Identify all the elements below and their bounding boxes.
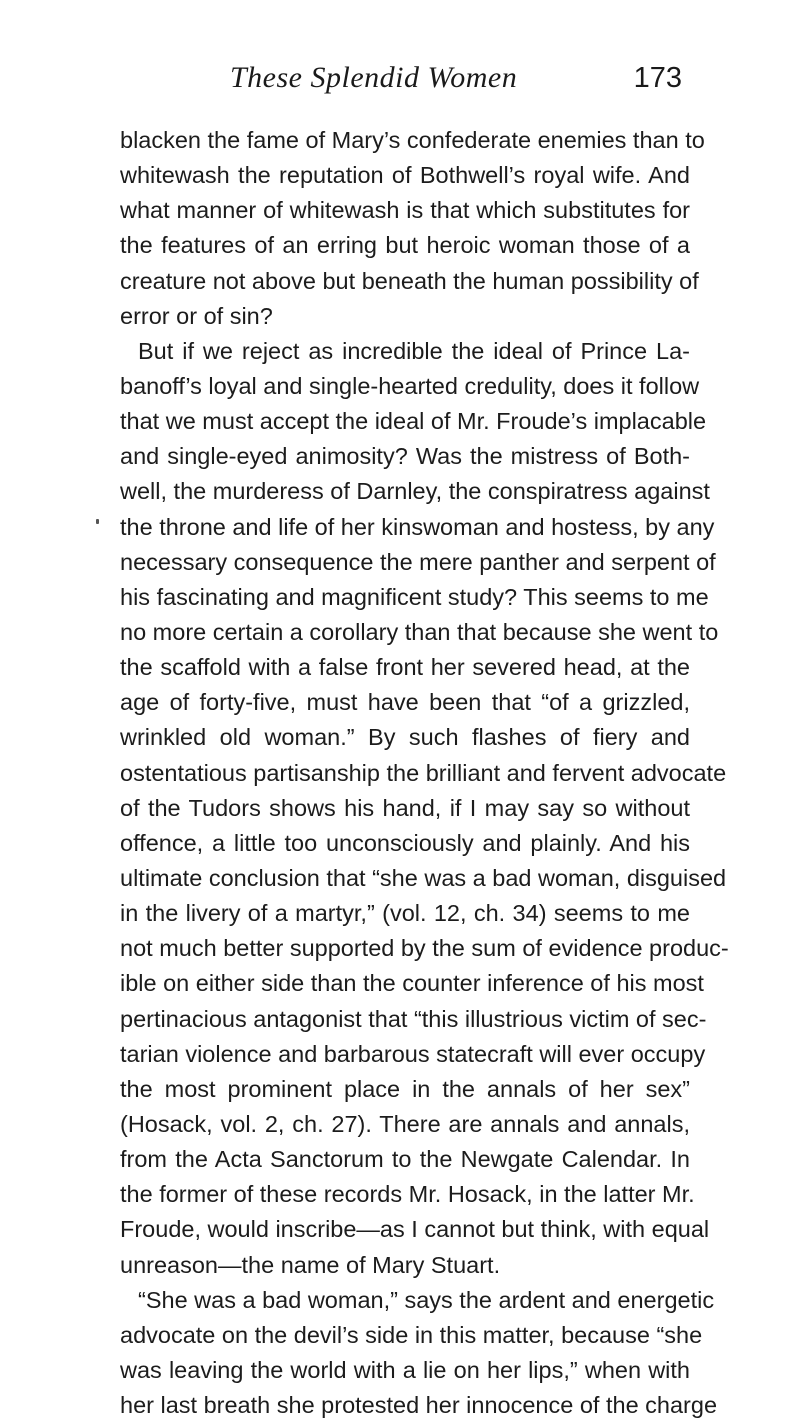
text-line: “She was a bad woman,” says the ardent and energetic — [138, 1286, 715, 1313]
text-line: was leaving the world with a lie on her lips,” when with — [120, 1356, 690, 1383]
text-line: whitewash the reputation of Bothwell’s royal wife. And — [120, 162, 690, 189]
text-line: banoff’s loyal and single-hearted credulity, does it follow — [120, 372, 700, 399]
text-line: offence, a little too unconsciously and plainly. And his — [120, 829, 690, 856]
text-line: age of forty-five, must have been that “of a grizzled, — [120, 689, 690, 716]
page-number: 173 — [633, 62, 682, 94]
text-line: unreason—the name of Mary Stuart. — [120, 1251, 501, 1278]
text-line: his fascinating and magnificent study? This seems to me — [120, 583, 709, 610]
running-header — [122, 60, 682, 104]
text-line: ostentatious partisanship the brilliant and fervent advocate — [120, 759, 727, 786]
running-title: These Splendid Women — [230, 61, 518, 94]
text-line: and single-eyed animosity? Was the mistress of Both- — [120, 443, 690, 470]
text-line: But if we reject as incredible the ideal of Prince La- — [138, 337, 690, 364]
body-text — [120, 123, 729, 1423]
text-line: creature not above but beneath the human possibility of — [120, 267, 699, 294]
text-line: wrinkled old woman.” By such flashes of fiery and — [120, 724, 690, 751]
text-line: (Hosack, vol. 2, ch. 27). There are annals and annals, — [120, 1110, 690, 1137]
text-line: not much better supported by the sum of evidence produc- — [120, 935, 729, 962]
text-line: the throne and life of her kinswoman and hostess, by any — [120, 513, 715, 540]
text-line: error or of sin? — [120, 302, 273, 329]
text-line: her last breath she protested her innocence of the charge — [120, 1392, 718, 1419]
text-line: blacken the fame of Mary’s confederate enemies than to — [120, 127, 705, 153]
text-line: the features of an erring but heroic woman those of a — [120, 232, 690, 259]
text-line: from the Acta Sanctorum to the Newgate Calendar. In — [120, 1146, 690, 1173]
margin-mark — [96, 519, 99, 524]
text-line: the former of these records Mr. Hosack, in the latter Mr. — [120, 1181, 695, 1208]
text-line: well, the murderess of Darnley, the conspiratress against — [120, 478, 710, 505]
text-line: advocate on the devil’s side in this matter, because “she — [120, 1321, 703, 1348]
text-line: pertinacious antagonist that “this illustrious victim of sec- — [120, 1005, 707, 1032]
text-line: of the Tudors shows his hand, if I may say so without — [120, 794, 690, 821]
text-line: that we must accept the ideal of Mr. Froude’s implacable — [120, 408, 707, 435]
text-line: ultimate conclusion that “she was a bad woman, disguised — [120, 864, 727, 891]
text-line: in the livery of a martyr,” (vol. 12, ch. 34) seems to me — [120, 900, 690, 927]
text-line: ible on either side than the counter inference of his most — [120, 970, 704, 997]
text-line: what manner of whitewash is that which substitutes for — [120, 197, 690, 224]
text-line: the scaffold with a false front her severed head, at the — [120, 654, 690, 681]
text-line: necessary consequence the mere panther and serpent of — [120, 548, 716, 575]
text-line: tarian violence and barbarous statecraft will ever occupy — [120, 1040, 706, 1067]
text-line: no more certain a corollary than that because she went to — [120, 618, 719, 645]
text-line: Froude, would inscribe—as I cannot but think, with equal — [120, 1216, 710, 1243]
text-line: the most prominent place in the annals of her sex” — [120, 1075, 690, 1102]
